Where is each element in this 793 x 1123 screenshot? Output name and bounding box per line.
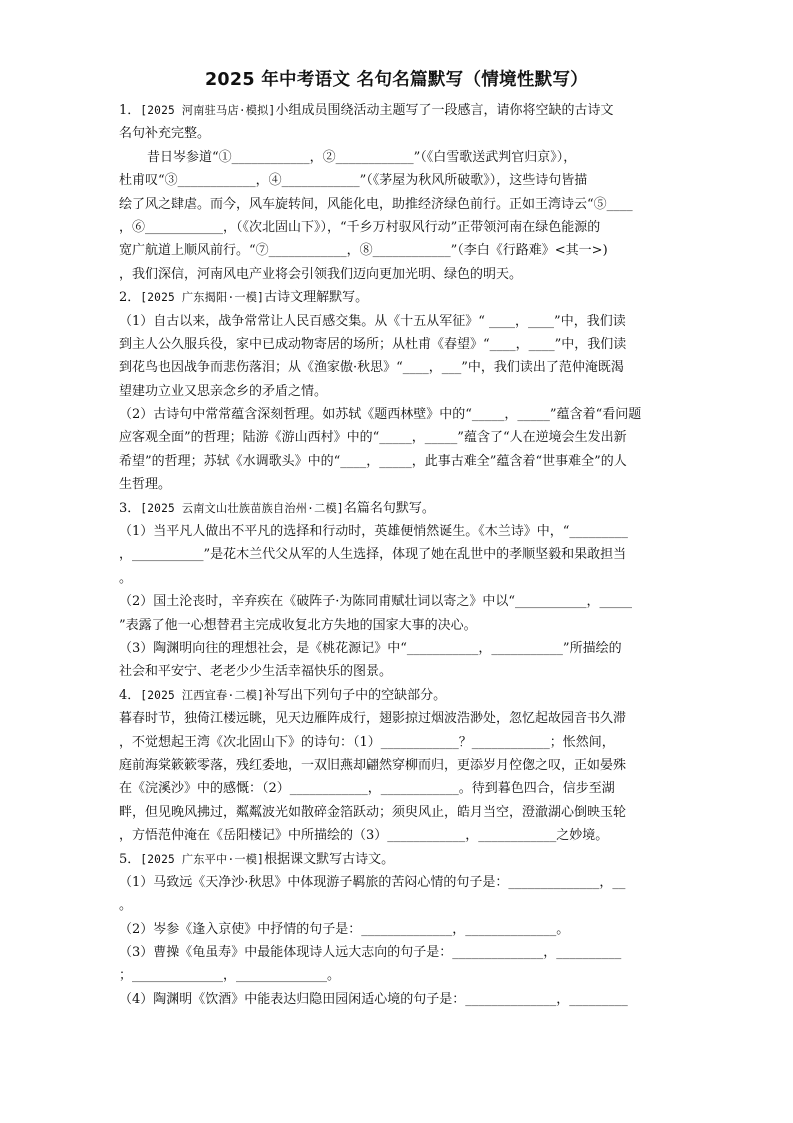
question-4-header: [119, 684, 675, 707]
text-line: 畔，但见晚风拂过，粼粼波光如散碎金箔跃动；须臾风止，皓月当空，澄澈湖心倒映玉轮: [119, 804, 627, 820]
text-line: 杜甫叹“③____________，④____________”（《茅屋为秋风所破歌》），这些诗句皆描: [119, 173, 588, 189]
question-source: [2025 云南文山壮族苗族自治州·二模]: [140, 501, 344, 515]
text-line: （1）马致远《天净沙·秋思》中体现游子羁旅的苦闷心情的句子是：______________，__: [119, 874, 626, 890]
text-line: 到主人公久服兵役，家中已成动物寄居的场所；从杜甫《春望》“____，____”中，我们读: [119, 336, 627, 352]
question-prompt: 名篇名句默写。: [343, 500, 435, 516]
question-source: [2025 广东平中·一模]: [140, 852, 265, 866]
question-number: 2．: [119, 290, 141, 306]
text-line: ，⑥____________，（《次北固山下》），“千乡万村驭风行动”正带领河南在绿色能源的: [119, 219, 601, 235]
question-prompt: 古诗文理解默写。: [264, 290, 369, 306]
question-source: [2025 河南驻马店·模拟]: [140, 104, 276, 117]
question-5: [119, 848, 675, 1012]
text-line: （4）陶渊明《饮酒》中能表达归隐田园闲适心境的句子是：______________，_________: [119, 991, 628, 1007]
text-line: ，我们深信，河南风电产业将会引领我们迈向更加光明、绿色的明天。: [119, 266, 523, 282]
text-line: （3）陶渊明向往的理想社会，是《桃花源记》中“___________，___________”所描绘的: [119, 640, 622, 656]
question-prompt: 补写出下列句子中的空缺部分。: [264, 687, 447, 703]
question-4: [119, 684, 675, 848]
document-body: [119, 99, 675, 1011]
text-line: 生哲理。: [119, 477, 172, 493]
text-line: 应客观全面”的哲理；陆游《游山西村》中的“_____，_____”蕴含了“人在逆境会生发出新: [119, 430, 627, 446]
text-line: （1）当平凡人做出不平凡的选择和行动时，英雄便悄然诞生。《木兰诗》中，“_________: [119, 524, 628, 540]
text-line: 庭前海棠簌簌零落，残红委地，一双旧燕却翩然穿柳而归，更添岁月倥偬之叹，正如晏殊: [119, 757, 627, 773]
text-line: 宽广航道上顺风前行。“⑦____________，⑧____________”（李白《行路难》<其一>): [119, 243, 608, 259]
question-3: [119, 497, 675, 684]
question-source: [2025 江西宜春·二模]: [140, 688, 265, 702]
text-line: （2）岑参《逢入京使》中抒情的句子是：______________，______________。: [119, 921, 570, 937]
text-line: （2）国土沦丧时，辛弃疾在《破阵子·为陈同甫赋壮词以寄之》中以“___________，_____: [119, 594, 633, 610]
question-number: 4．: [119, 687, 141, 703]
question-2-header: [119, 286, 675, 309]
question-2: [119, 286, 675, 497]
text-line: 望建功立业又思亲念乡的矛盾之情。: [119, 383, 328, 399]
question-number: 1．: [119, 103, 141, 118]
text-line: （2）古诗句中常常蕴含深刻哲理。如苏轼《题西林壁》中的“_____，_____”蕴含着“看问题: [119, 407, 642, 423]
question-1: [119, 99, 675, 286]
question-number: 3．: [119, 500, 141, 516]
question-prompt: 根据课文默写古诗文。: [264, 851, 395, 867]
text-line: （3）曹操《龟虽寿》中最能体现诗人远大志向的句子是：______________，__________: [119, 945, 622, 961]
text-line: ，不觉想起王湾《次北固山下》的诗句：（1）____________？____________；怅然间，: [119, 734, 615, 750]
text-line: （1）自古以来，战争常常让人民百感交集。从《十五从军征》“ ____，____”中，我们读: [119, 313, 626, 329]
question-3-header: [119, 497, 675, 520]
question-number: 5．: [119, 851, 141, 867]
question-source: [2025 广东揭阳·一模]: [140, 291, 265, 305]
text-line: 暮春时节，独倚江楼远眺，见天边雁阵成行，翅影掠过烟波浩渺处，忽忆起故园音书久滞: [119, 711, 627, 727]
text-line: 社会和平安宁、老老少少生活幸福快乐的图景。: [119, 664, 393, 680]
text-line: ；______________，______________。: [119, 968, 341, 984]
text-line: 。: [119, 570, 133, 586]
text-line: ，方悟范仲淹在《岳阳楼记》中所描绘的（3）____________，____________之妙境。: [119, 828, 609, 844]
question-1-header: [119, 99, 675, 122]
question-prompt: 小组成员围绕活动主题写了一段感言，请你将空缺的古诗文: [275, 103, 614, 118]
text-line: 到花鸟也因战争而悲伤落泪；从《渔家傲·秋思》“____，___”中，我们读出了范仲淹既渴: [119, 360, 624, 376]
text-line: 。: [119, 898, 133, 914]
text-line: ”表露了他一心想替君主完成收复北方失地的国家大事的决心。: [119, 617, 477, 633]
text-line: 名句补充完整。: [119, 126, 211, 142]
text-line: ，___________”是花木兰代父从军的人生选择，体现了她在乱世中的孝顺坚毅和果敢担当: [119, 547, 627, 563]
question-5-header: [119, 848, 675, 871]
text-line: 在《浣溪沙》中的感慨：（2）____________，____________。待到暮色四合，信步至湖: [119, 781, 615, 797]
text-line: 昔日岑参道“①____________，②____________”（《白雪歌送武判官归京》），: [147, 149, 577, 165]
text-line: 绘了风之肆虐。而今，风车旋转间，风能化电，助推经济绿色前行。正如王湾诗云“⑤____: [119, 196, 633, 212]
page-title: 2025 年中考语文 名句名篇默写（情境性默写）: [204, 70, 589, 90]
text-line: 希望”的哲理；苏轼《水调歌头》中的“____，_____，此事古难全”蕴含着“世事难全”的人: [119, 453, 627, 469]
